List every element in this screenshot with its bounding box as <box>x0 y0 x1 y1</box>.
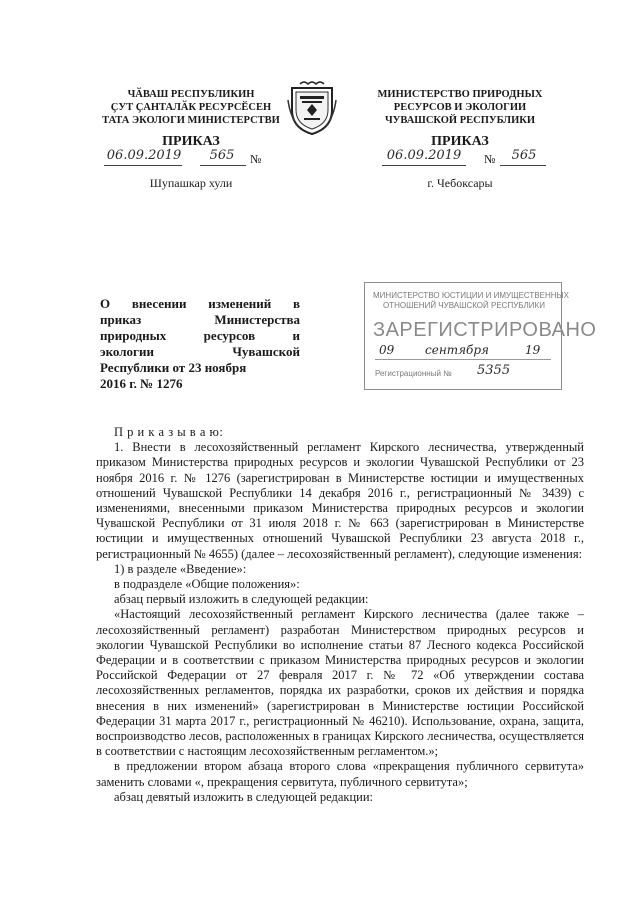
stamp-registered: ЗАРЕГИСТРИРОВАНО <box>373 319 597 341</box>
order-preamble: П р и к а з ы в а ю: <box>114 425 224 439</box>
emblem-icon <box>286 80 338 136</box>
paragraph-3: в подразделе «Общие положения»: <box>114 577 300 592</box>
title-row-5: Республики от 23 ноября <box>100 360 247 375</box>
stamp-date-line <box>375 359 551 360</box>
stamp-reg-label: Регистрационный № <box>375 369 452 378</box>
title-word: внесении <box>131 296 187 311</box>
title-word: природных <box>100 328 167 343</box>
title-row-1 <box>100 296 300 312</box>
number-line-right <box>500 165 546 166</box>
header-left-line2: ҪУТ ҪАНТАЛӐК РЕСУРСӖСЕН <box>110 102 272 113</box>
order-title-right: ПРИКАЗ <box>431 134 489 149</box>
stamp-line-2: ОТНОШЕНИЙ ЧУВАШСКОЙ РЕСПУБЛИКИ <box>383 301 545 310</box>
stamp-header <box>373 291 569 311</box>
paragraph-6: в предложении втором абзаца второго слова «прекращения публичного сервитута» заменить словами «, прекращения сервитута, публичного сервитута»; <box>96 759 584 789</box>
title-row-2 <box>100 312 300 328</box>
order-number-right: 565 <box>511 148 537 163</box>
document-body <box>96 425 584 805</box>
stamp-date-row <box>375 345 551 359</box>
header-left <box>96 88 286 127</box>
date-line-left <box>104 165 182 166</box>
title-word: ресурсов <box>203 328 256 343</box>
stamp-month: сентября <box>425 343 490 357</box>
number-sign-right: № <box>484 152 496 166</box>
paragraph-5: «Настоящий лесохозяйственный регламент Кирского лесничества (далее также – лесохозяйственный регламент) разработан Министерством природных ресурсов и экологии Чувашской Республики во исполнение статьи 87 Лесного кодекса Российской Федерации и в соответствии с приказом Министерства природных ресурсов и экологии Российской Федерации от 27 февраля 2017 г. № 72 «Об утверждении состава лесохозяйственных регламентов, порядка их разработки, сроков их действия и порядка внесения в них изменений» (зарегистрирован в Министерстве юстиции Российской Федерации 31 марта 2017 г., регистрационный № 46210). Использование, охрана, защита, воспроизводство лесов, расположенных в границах Кирского лесничества, осуществляется в соответствии с настоящим лесохозяйственным регламентом.»; <box>96 607 584 759</box>
title-word: экологии <box>100 344 154 359</box>
title-row-3 <box>100 328 300 344</box>
order-date-right: 06.09.2019 <box>386 148 462 163</box>
number-sign-left: № <box>250 152 262 166</box>
header-left-line1: ЧӐВАШ РЕСПУБЛИКИН <box>127 89 255 100</box>
title-word: Чувашской <box>232 344 300 359</box>
order-title-left: ПРИКАЗ <box>162 134 220 149</box>
stamp-reg-number: 5355 <box>477 363 511 378</box>
stamp-year: 19 <box>525 343 541 357</box>
paragraph-7: абзац девятый изложить в следующей редакции: <box>114 789 373 804</box>
title-word: в <box>292 296 300 311</box>
paragraph-1: 1. Внести в лесохозяйственный регламент Кирского лесничества, утвержденный приказом Министерства природных ресурсов и экологии Чувашской Республики от 23 ноября 2016 г. № 1276 (зарегистрирован в Министерстве юстиции и имущественных отношений Чувашской Республики 14 декабря 2016 г., регистрационный № 3439) с изменениями, внесенными приказом Министерства природных ресурсов и экологии Чувашской Республики от 31 июля 2018 г. № 663 (зарегистрирован в Министерстве юстиции и имущественных отношений Чувашской Республики 23 августа 2018 г., регистрационный № 4655) (далее – лесохозяйственный регламент), следующие изменения: <box>96 440 584 561</box>
paragraph-4: абзац первый изложить в следующей редакции: <box>114 592 369 607</box>
header-right-line1: МИНИСТЕРСТВО ПРИРОДНЫХ <box>377 89 543 100</box>
title-row-6: 2016 г. № 1276 <box>100 376 183 391</box>
title-word: О <box>100 296 111 311</box>
date-line-right <box>382 165 466 166</box>
document-title <box>100 296 300 392</box>
stamp-day: 09 <box>379 343 395 357</box>
order-number-left: 565 <box>209 148 235 163</box>
stamp-line-1: МИНИСТЕРСТВО ЮСТИЦИИ И ИМУЩЕСТВЕННЫХ <box>373 291 569 300</box>
header-right-line2: РЕСУРСОВ И ЭКОЛОГИИ <box>393 102 527 113</box>
number-line-left <box>200 165 246 166</box>
header-left-line3: ТАТА ЭКОЛОГИ МИНИСТЕРСТВИ <box>102 115 280 126</box>
title-word: приказ <box>100 312 142 327</box>
city-left: Шупашкар хули <box>149 176 233 190</box>
header-right-line3: ЧУВАШСКОЙ РЕСПУБЛИКИ <box>384 115 536 126</box>
city-right: г. Чебоксары <box>427 176 493 190</box>
paragraph-2: 1) в разделе «Введение»: <box>114 561 247 576</box>
title-word: изменений <box>208 296 272 311</box>
title-word: Министерства <box>214 312 300 327</box>
title-word: и <box>292 328 300 343</box>
order-date-left: 06.09.2019 <box>106 148 182 163</box>
title-row-4 <box>100 344 300 360</box>
header-right <box>372 88 548 127</box>
registration-stamp <box>364 282 597 390</box>
